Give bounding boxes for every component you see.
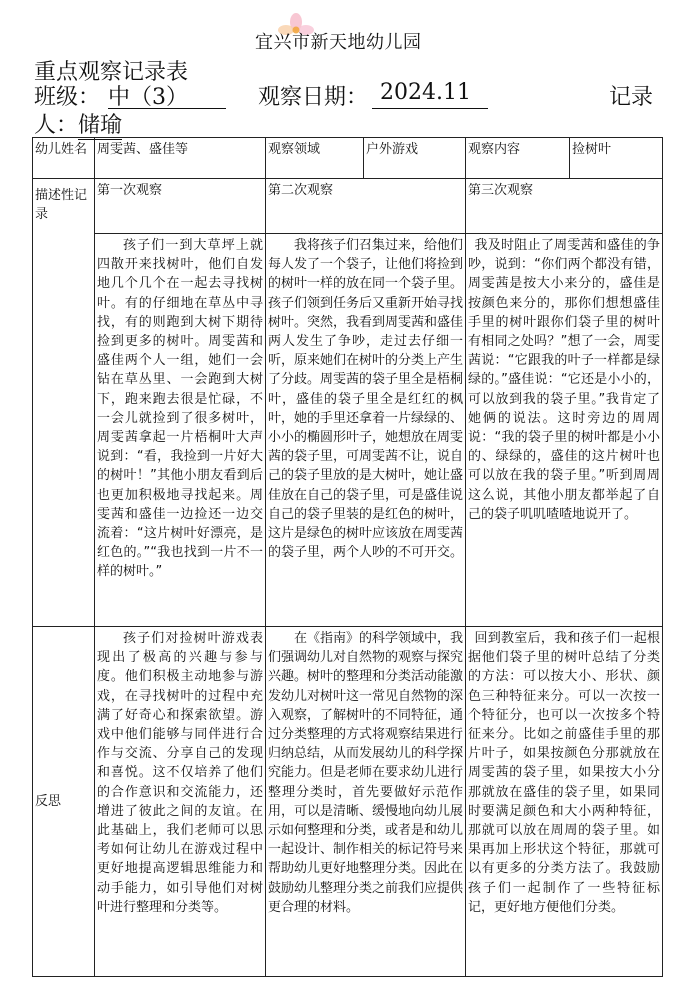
observation-content-row <box>33 234 663 627</box>
child-name-value: 周雯茜、盛佳等 <box>95 138 266 179</box>
obs3-cell <box>466 234 663 627</box>
description-label-text: 描述性记录 <box>35 187 88 222</box>
field-label: 观察领域 <box>266 138 364 179</box>
recorder-label-part1: 记录 <box>609 85 654 110</box>
reflect1-cell <box>95 627 266 977</box>
date-label: 观察日期： <box>258 85 369 110</box>
page-title: 重点观察记录表 <box>34 60 189 85</box>
recorder-line <box>34 108 122 140</box>
description-label <box>33 179 95 627</box>
meta-line <box>34 80 664 110</box>
content-label: 观察内容 <box>466 138 570 179</box>
obs1-text: 孩子们一到大草坪上就四散开来找树叶，他们自发地几个几个在一起去寻找树叶。有的仔细地在草丛中寻找，有的则跑到大树下期待捡到更多的树叶。周雯茜和盛佳两个人一组，她们一会钻在草丛里、一会跑到大树下，跑来跑去很是忙碌，不一会儿就捡到了很多树叶，周雯茜拿起一片梧桐叶大声说到：“看，我捡到一片好大的树叶！”其他小朋友看到后也更加积极地寻找起来。周雯茜和盛佳一边捡还一边交流着：“这片树叶好漂亮，是红色的。”“我也找到一片不一样的树叶。” <box>97 238 263 580</box>
date-value-field <box>372 80 488 109</box>
school-header <box>0 26 700 54</box>
recorder-label-part2: 人： <box>34 113 79 138</box>
obs2-label: 第二次观察 <box>266 179 466 234</box>
field-value: 户外游戏 <box>364 138 466 179</box>
reflect3-text: 回到教室后，我和孩子们一起根据他们袋子里的树叶总结了分类的方法：可以按大小、形状、颜色三种特征来分。可以一次按一个特征分，也可以一次按多个特征来分。比如之前盛佳手里的那片叶子，如果按颜色分那就放在周雯茜的袋子里，如果按大小分那就放在盛佳的袋子里，如果同时要满足颜色和大小两种特征，那就可以放在周周的袋子里。如果再加上形状这个特征，那就可以有更多的分类方法了。我鼓励孩子们一起制作了一些特征标记，更好地方便他们分类。 <box>468 631 660 915</box>
child-name-label: 幼儿姓名 <box>33 138 95 179</box>
observation-table <box>32 137 663 977</box>
class-value-field <box>108 80 226 109</box>
reflect2-cell <box>266 627 466 977</box>
class-value: 中（3） <box>108 85 188 110</box>
obs1-label: 第一次观察 <box>95 179 266 234</box>
reflect2-text: 在《指南》的科学领域中，我们强调幼儿对自然物的观察与探究兴趣。树叶的整理和分类活动能激发幼儿对树叶这一常见自然物的深入观察，了解树叶的不同特征，通过分类整理的方式将观察结果进行归纳总结，从而发展幼儿的科学探究能力。但是老师在要求幼儿进行整理分类时，首先要做好示范作用，可以是清晰、缓慢地向幼儿展示如何整理和分类，或者是和幼儿一起设计、制作相关的标记符号来帮助幼儿更好地整理分类。因此在鼓励幼儿整理分类之前我们应提供更合理的材料。 <box>268 631 464 915</box>
recorder-value: 储瑜 <box>78 108 122 140</box>
header-row <box>33 138 663 179</box>
obs3-label: 第三次观察 <box>466 179 663 234</box>
reflect1-text: 孩子们对捡树叶游戏表现出了极高的兴趣与参与度。他们积极主动地参与游戏，在寻找树叶的过程中充满了好奇心和探索欲望。游戏中他们能够与同伴进行合作与交流、分享自己的发现和喜悦。这不仅培养了他们的合作意识和交流能力，还增进了彼此之间的友谊。在此基础上，我们老师可以思考如何让幼儿在游戏过程中更好地提高逻辑思维能力和动手能力，如引导他们对树叶进行整理和分类等。 <box>97 631 263 915</box>
reflect3-cell <box>466 627 663 977</box>
date-value: 2024.11 <box>380 80 471 105</box>
obs2-cell <box>266 234 466 627</box>
reflection-label: 反思 <box>33 627 95 977</box>
reflection-row <box>33 627 663 977</box>
school-name: 宜兴市新天地幼儿园 <box>255 32 422 53</box>
class-label: 班级： <box>34 85 101 110</box>
obs1-cell <box>95 234 266 627</box>
description-header-row <box>33 179 663 234</box>
content-value: 捡树叶 <box>570 138 663 179</box>
obs3-text: 我及时阻止了周雯茜和盛佳的争吵，说到：“你们两个都没有错，周雯茜是按大小来分的，盛佳是按颜色来分的，那你们想想盛佳手里的树叶跟你们袋子里的树叶有相同之处吗？”想了一会，周雯茜说：“它跟我的叶子一样都是绿绿的。”盛佳说：“它还是小小的，可以放到我的袋子里。”我肯定了她俩的说法。这时旁边的周周说：“我的袋子里的树叶都是小小的、绿绿的，盛佳的这片树叶也可以放在我的袋子里。”听到周周这么说，其他小朋友都举起了自己的袋子叽叽喳喳地说开了。 <box>468 238 660 522</box>
obs2-text: 我将孩子们召集过来，给他们每人发了一个袋子，让他们将捡到的树叶一样的放在同一个袋子里。孩子们领到任务后又重新开始寻找树叶。突然，我看到周雯茜和盛佳两人发生了争吵，走过去仔细一听，原来她们在树叶的分类上产生了分歧。周雯茜的袋子里全是梧桐叶，盛佳的袋子里全是红红的枫叶，她的手里还拿着一片绿绿的、小小的椭圆形叶子，她想放在周雯茜的袋子里，可周雯茜不让，说自己的袋子里放的是大树叶，她让盛佳放在自己的袋子里，可是盛佳说自己的袋子里装的是红色的树叶，这片是绿色的树叶应该放在周雯茜的袋子里，两个人吵的不可开交。 <box>268 238 464 561</box>
